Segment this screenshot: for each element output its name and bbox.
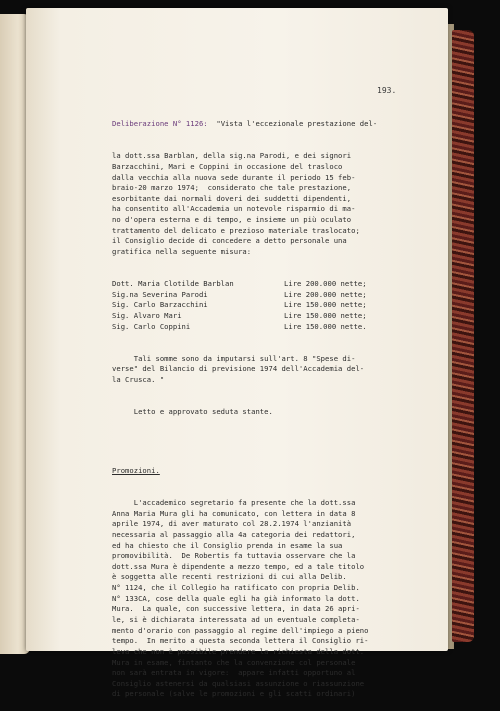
text-line: il Consiglio decide di concedere a detto personale una: [112, 236, 347, 246]
text-line: ha consentito all'Accademia un notevole risparmio di ma-: [112, 204, 356, 214]
section-title-promozioni: Promozioni.: [112, 466, 160, 475]
text-line: L'accademico segretario fa presente che la dott.ssa: [112, 497, 356, 507]
gratifica-row: [112, 290, 447, 301]
text-line: dalla vecchia alla nuova sede durante il periodo 15 feb-: [112, 172, 356, 182]
text-line: è soggetta alle recenti restrizioni di cui alla Delib.: [112, 572, 347, 582]
recipient-name: Sig. Carlo Barzacchini: [112, 300, 208, 310]
gratifica-row: [112, 279, 447, 290]
text-line: verse" del Bilancio di previsione 1974 dell'Accademia del-: [112, 364, 365, 374]
spacer: [112, 439, 447, 445]
gratifica-table: [112, 279, 447, 332]
marbled-book-cover-edge: [452, 30, 474, 642]
heading-text: "Vista l'eccezionale prestazione del-: [216, 119, 378, 129]
text-line: ed ha chiesto che il Consiglio prenda in esame la sua: [112, 540, 343, 550]
page-number: 193.: [377, 86, 397, 95]
gratifica-amount: Lire 150.000 nette.: [284, 321, 367, 331]
text-line: Mura. La quale, con successive lettera, in data 26 apri-: [112, 604, 360, 614]
gratifica-amount: Lire 150.000 nette;: [284, 310, 367, 320]
recipient-name: Sig. Carlo Coppini: [112, 321, 191, 331]
approval-line: Letto e approvato seduta stante.: [112, 406, 273, 416]
text-line: braio-20 marzo 1974; considerato che tale prestazione,: [112, 183, 352, 193]
text-line: leva che non è possibile prendere la richiesta della dott.: [112, 646, 365, 656]
text-line: trattamento del delicato e prezioso materiale traslocato;: [112, 225, 360, 235]
text-line: non sarà entrata in vigore: appare infatti opportuno al: [112, 668, 356, 678]
text-line: mento d'orario con passaggio al regime dell'impiego a pieno: [112, 625, 369, 635]
text-line: la Crusca. ": [112, 374, 165, 384]
text-line: Barzacchini, Mari e Coppini in occasione del trasloco: [112, 161, 343, 171]
text-line: Tali somme sono da imputarsi sull'art. 8 "Spese di-: [112, 353, 356, 363]
gratifica-amount: Lire 150.000 nette;: [284, 300, 367, 310]
text-line: la dott.ssa Barblan, della sig.na Parodi, e dei signori: [112, 151, 352, 161]
gratifica-row: [112, 311, 447, 322]
text-line: dott.ssa Mura è dipendente a mezzo tempo, ed a tale titolo: [112, 561, 365, 571]
text-line: promovibilità. De Robertis fa tuttavia osservare che la: [112, 551, 356, 561]
recipient-name: Sig. Alvaro Mari: [112, 310, 182, 320]
paragraph-imputation: [112, 354, 447, 386]
deliberation-title: Deliberazione N° 1126:: [112, 119, 208, 129]
text-line: Anna Maria Mura gli ha comunicato, con lettera in data 8: [112, 508, 356, 518]
text-line: tempo. In merito a questa seconda lettera il Consiglio ri-: [112, 636, 369, 646]
text-line: aprile 1974, di aver maturato col 28.2.1974 l'anzianità: [112, 519, 352, 529]
paragraph-gratifica: [112, 151, 447, 257]
document-body: [112, 98, 447, 711]
text-line: esorbitante dai normali doveri dei suddetti dipendenti,: [112, 193, 352, 203]
text-line: di personale (salve le promozioni e gli scatti ordinari): [112, 689, 356, 699]
text-line: Mura in esame, fintanto che la convenzione col personale: [112, 657, 356, 667]
gratifica-amount: Lire 200.000 nette;: [284, 278, 367, 288]
text-line: Consiglio astenersi da qualsiasi assunzione o riassunzione: [112, 678, 365, 688]
paragraph-promozioni: [112, 498, 447, 700]
text-line: no d'opera esterna e di tempo, e insieme un più oculato: [112, 215, 352, 225]
text-line: gratifica nella seguente misura:: [112, 247, 252, 257]
text-line: necessaria al passaggio alla 4a categoria dei redattori,: [112, 529, 356, 539]
recipient-name: Sig.na Severina Parodi: [112, 289, 208, 299]
gratifica-row: [112, 300, 447, 311]
text-line: N° 133CA, cose della quale egli ha già informato la dott.: [112, 593, 360, 603]
gratifica-row: [112, 322, 447, 333]
text-line: le, si è dichiarata interessata ad un eventuale completa-: [112, 615, 360, 624]
recipient-name: Dott. Maria Clotilde Barblan: [112, 278, 234, 288]
gratifica-amount: Lire 200.000 nette;: [284, 289, 367, 299]
heading-line: [112, 119, 447, 130]
text-line: N° 1124, che il Collegio ha ratificato con propria Delib.: [112, 583, 360, 593]
